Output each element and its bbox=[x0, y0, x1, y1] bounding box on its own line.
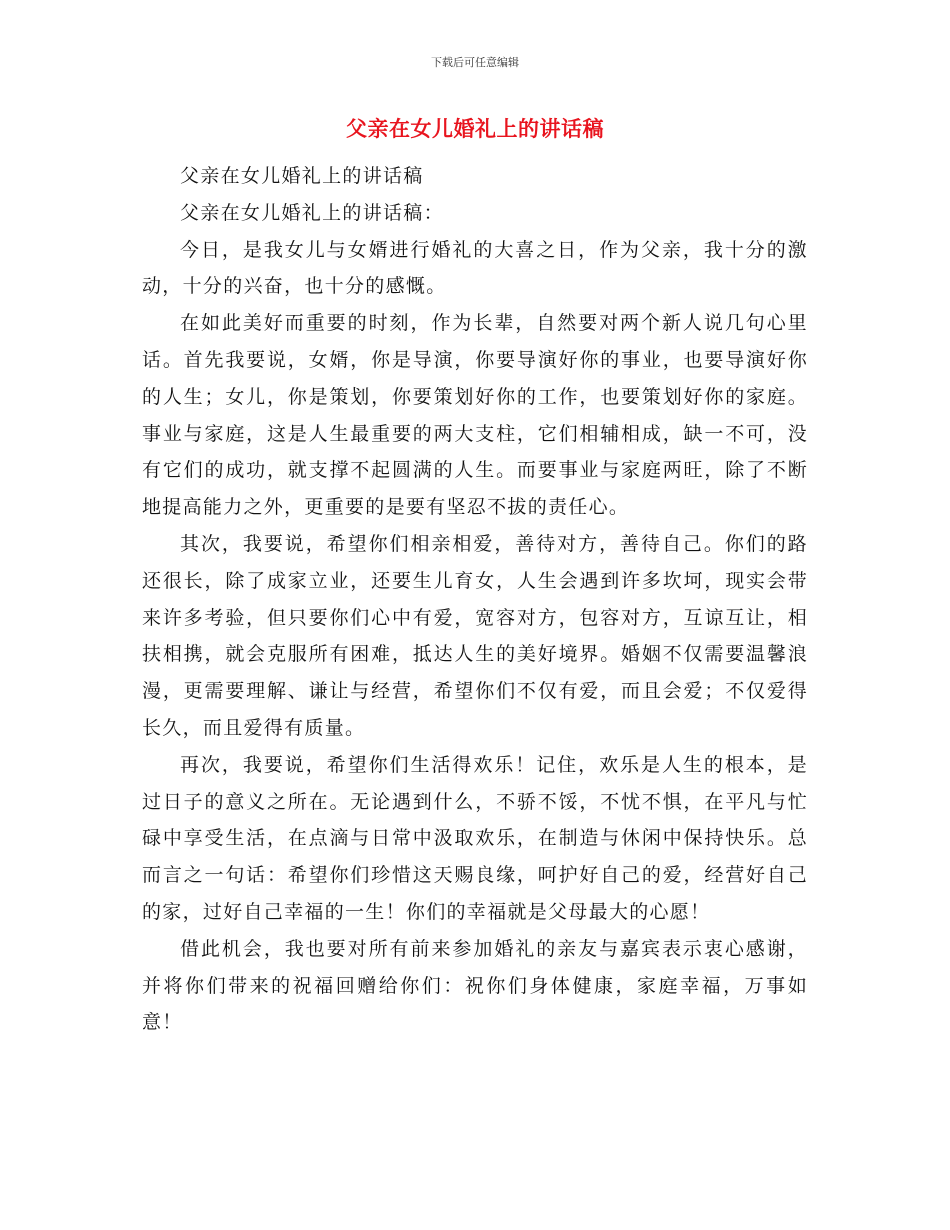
header-note: 下载后可任意编辑 bbox=[431, 56, 519, 69]
subtitle-line: 父亲在女儿婚礼上的讲话稿 bbox=[180, 165, 424, 187]
paragraph: 今日，是我女儿与女婿进行婚礼的大喜之日，作为父亲，我十分的激动，十分的兴奋，也十分的感慨。 bbox=[142, 238, 808, 298]
paragraph: 在如此美好而重要的时刻，作为长辈，自然要对两个新人说几句心里话。首先我要说，女婿，你是导演，你要导演好你的事业，也要导演好你的人生；女儿，你是策划，你要策划好你的工作，也要策划好你的家庭。事业与家庭，这是人生最重要的两大支柱，它们相辅相成，缺一不可，没有它们的成功，就支撑不起圆满的人生。而要事业与家庭两旺，除了不断地提高能力之外，更重要的是要有坚忍不拔的责任心。 bbox=[142, 312, 808, 519]
paragraph: 借此机会，我也要对所有前来参加婚礼的亲友与嘉宾表示衷心感谢，并将你们带来的祝福回赠给你们：祝你们身体健康，家庭幸福，万事如意！ bbox=[142, 937, 808, 1034]
paragraph: 再次，我要说，希望你们生活得欢乐！记住，欢乐是人生的根本，是过日子的意义之所在。无论遇到什么，不骄不馁，不忧不惧，在平凡与忙碌中享受生活，在点滴与日常中汲取欢乐，在制造与休闲中保持快乐。总而言之一句话：希望你们珍惜这天赐良缘，呵护好自己的爱，经营好自己的家，过好自己幸福的一生！你们的幸福就是父母最大的心愿！ bbox=[142, 753, 808, 923]
document-title: 父亲在女儿婚礼上的讲话稿 bbox=[346, 117, 604, 141]
paragraph: 其次，我要说，希望你们相亲相爱，善待对方，善待自己。你们的路还很长，除了成家立业，还要生儿育女，人生会遇到许多坎坷，现实会带来许多考验，但只要你们心中有爱，宽容对方，包容对方，互谅互让，相扶相携，就会克服所有困难，抵达人生的美好境界。婚姻不仅需要温馨浪漫，更需要理解、谦让与经营，希望你们不仅有爱，而且会爱；不仅爱得长久，而且爱得有质量。 bbox=[142, 532, 808, 739]
subtitle-line-colon: 父亲在女儿婚礼上的讲话稿： bbox=[180, 201, 444, 224]
document-body bbox=[142, 158, 808, 1041]
